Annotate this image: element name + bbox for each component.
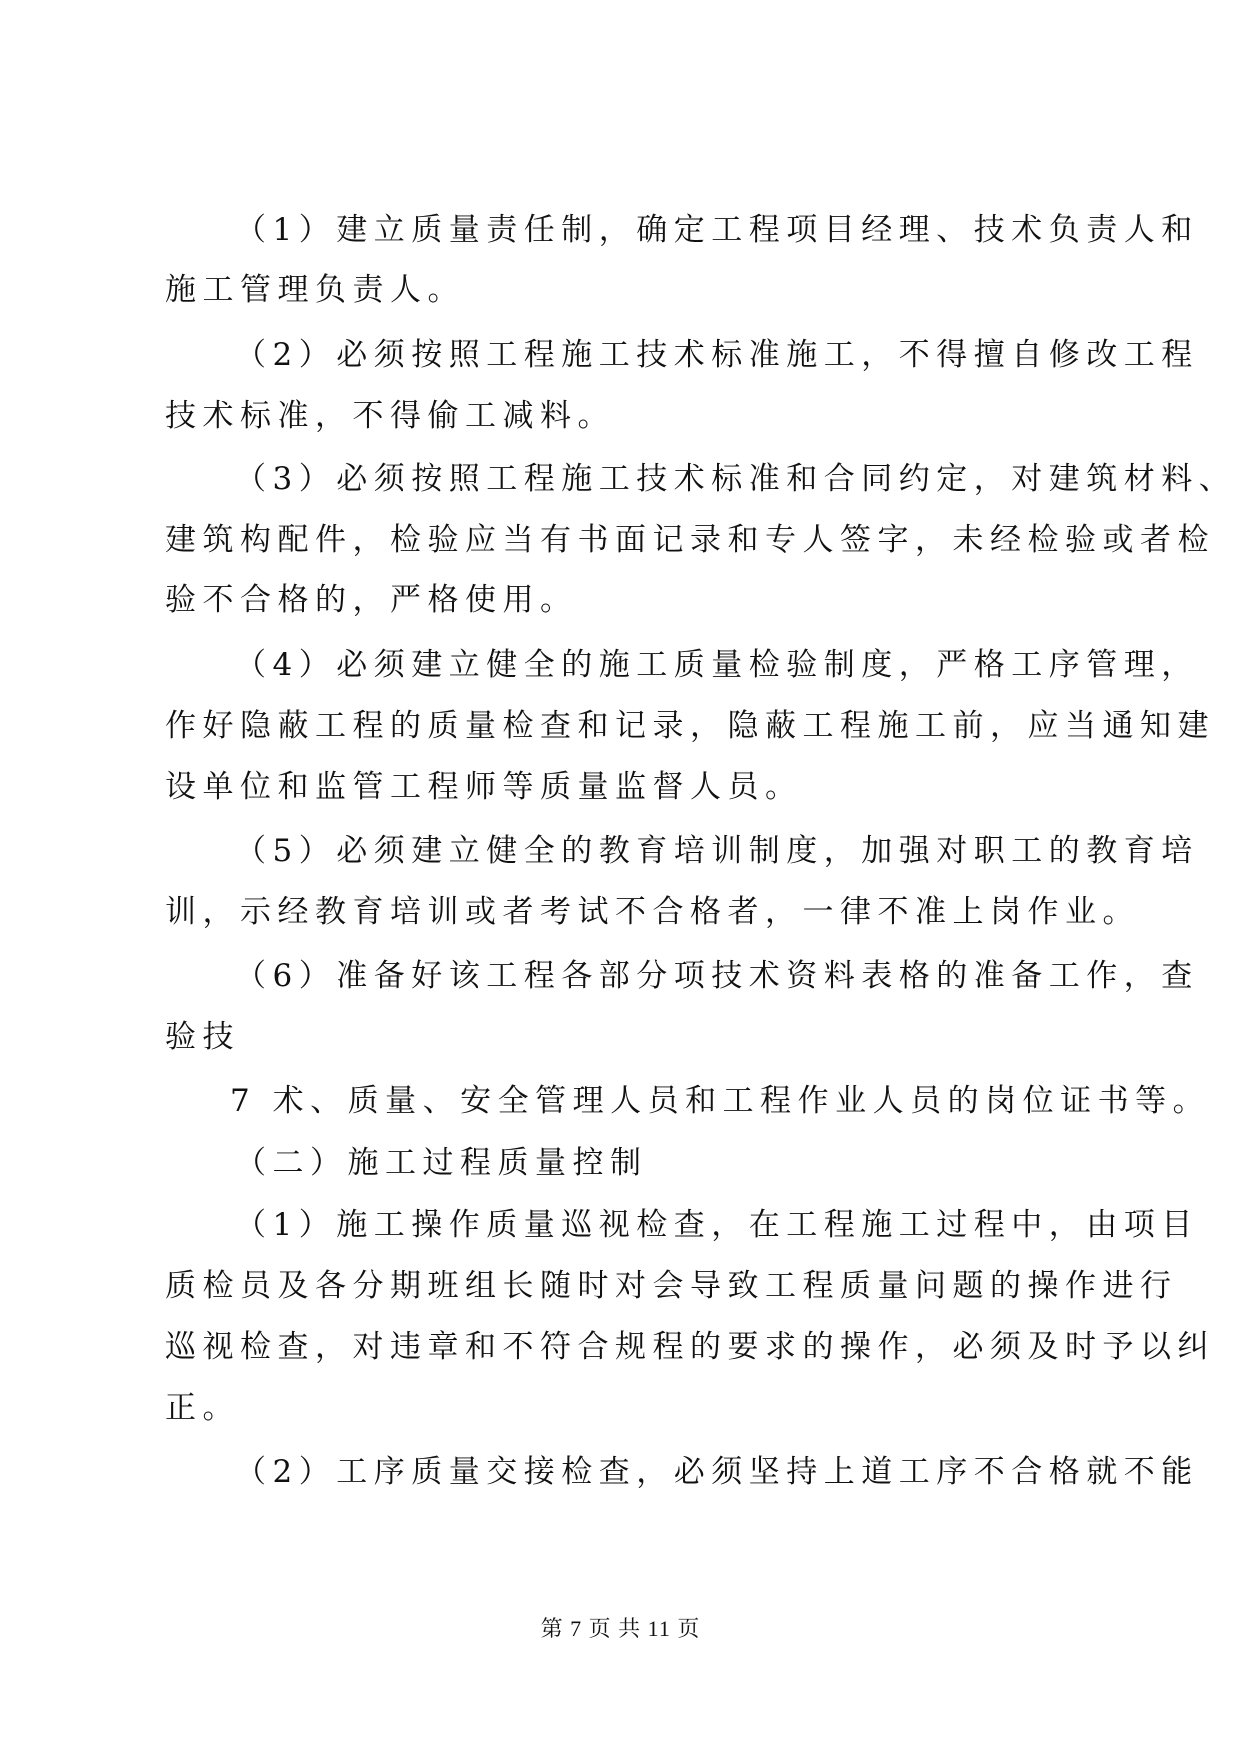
paragraph-line: 质检员及各分期班组长随时对会导致工程质量问题的操作进行 [165, 1268, 1178, 1304]
paragraph-line: 验技 [165, 1019, 240, 1055]
paragraph-line: 设单位和监管工程师等质量监督人员。 [165, 769, 803, 805]
paragraph-line: （3）必须按照工程施工技术标准和合同约定，对建筑材料、 [235, 461, 1237, 497]
page-footer: 第 7 页 共 11 页 [540, 1616, 701, 1641]
paragraph-line: 施工管理负责人。 [165, 272, 465, 308]
paragraph-line: （6）准备好该工程各部分项技术资料表格的准备工作，查 [235, 958, 1199, 994]
paragraph-line: 建筑构配件，检验应当有书面记录和专人签字，未经检验或者检 [165, 522, 1215, 558]
paragraph-line: 验不合格的，严格使用。 [165, 582, 578, 618]
section-heading: （二）施工过程质量控制 [235, 1145, 648, 1181]
paragraph-line: （1）施工操作质量巡视检查，在工程施工过程中，由项目 [235, 1207, 1199, 1243]
paragraph-line: （1）建立质量责任制，确定工程项目经理、技术负责人和 [235, 212, 1199, 248]
paragraph-line: 作好隐蔽工程的质量检查和记录，隐蔽工程施工前，应当通知建 [165, 708, 1215, 744]
paragraph-line: 7 术、质量、安全管理人员和工程作业人员的岗位证书等。 [230, 1083, 1211, 1119]
paragraph-line: （2）工序质量交接检查，必须坚持上道工序不合格就不能 [235, 1454, 1199, 1490]
paragraph-line: （4）必须建立健全的施工质量检验制度，严格工序管理， [235, 647, 1199, 683]
paragraph-line: 训，示经教育培训或者考试不合格者，一律不准上岗作业。 [165, 894, 1140, 930]
paragraph-line: 正。 [165, 1390, 240, 1426]
paragraph-line: （5）必须建立健全的教育培训制度，加强对职工的教育培 [235, 833, 1199, 869]
paragraph-line: （2）必须按照工程施工技术标准施工，不得擅自修改工程 [235, 337, 1199, 373]
paragraph-line: 巡视检查，对违章和不符合规程的要求的操作，必须及时予以纠 [165, 1329, 1215, 1365]
paragraph-line: 技术标准，不得偷工减料。 [165, 398, 615, 434]
